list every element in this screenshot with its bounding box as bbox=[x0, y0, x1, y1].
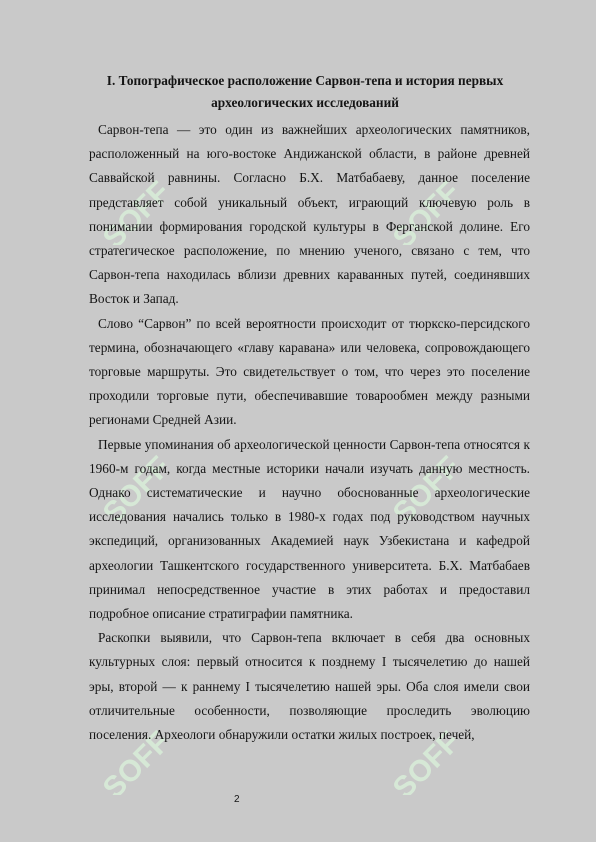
svg-text:SOFF: SOFF bbox=[386, 450, 467, 520]
svg-text:SOFF: SOFF bbox=[96, 725, 177, 795]
page-number: 2 bbox=[234, 794, 240, 805]
paragraph: Сарвон-тепа — это один из важнейших археологических памятников, расположенный на юго-востоке Андижанской области, в районе древней Саввайской равнины. Согласно Б.Х. Матбабаеву, данное поселение представляет собой уникальный объект, играющий ключевую роль в понимании формирования городской культуры в Ферганской долине. Его стратегическое расположение, по мнению ученого, связано с тем, что Сарвон-тепа находилась вблизи древних караванных путей, соединявших Восток и Запад. bbox=[89, 122, 530, 307]
paragraph: Первые упоминания об археологической ценности Сарвон-тепа относятся к 1960-м годам, когда местные историки начали изучать данную местность. Однако систематические и научно обоснованные археологические исследования начались только в 1980-х годах под руководством научных экспедиций, организованных Академией наук Узбекистана и кафедрой археологии Ташкентского государственного университета. Б.Х. Матбабаев принимал непосредственное участие в этих работах и предоставил подробное описание стратиграфии памятника. bbox=[89, 436, 530, 622]
body-text bbox=[89, 118, 530, 747]
paragraph: Слово “Сарвон” по всей вероятности происходит от тюркско-персидского термина, обозначающего «главу каравана» или человека, сопровождающего торговые маршруты. Это свидетельствует о том, что через это поселение проходили торговые пути, обеспечивавшие товарообмен между разными регионами Средней Азии. bbox=[89, 315, 530, 428]
paragraph: Раскопки выявили, что Сарвон-тепа включает в себя два основных культурных слоя: первый относится к позднему I тысячелетию до нашей эры, второй — к раннему I тысячелетию нашей эры. Оба слоя имели свои отличительные особенности, позволяющие проследить эволюцию поселения. Археологи обнаружили остатки жилых построек, печей, bbox=[89, 630, 530, 743]
svg-text:SOFF: SOFF bbox=[386, 725, 467, 795]
svg-text:SOFF: SOFF bbox=[386, 175, 467, 245]
svg-text:SOFF: SOFF bbox=[96, 175, 177, 245]
section-title: I. Топографическое расположение Сарвон-тепа и история первых археологических исследований bbox=[106, 73, 504, 110]
svg-text:SOFF: SOFF bbox=[96, 450, 177, 520]
